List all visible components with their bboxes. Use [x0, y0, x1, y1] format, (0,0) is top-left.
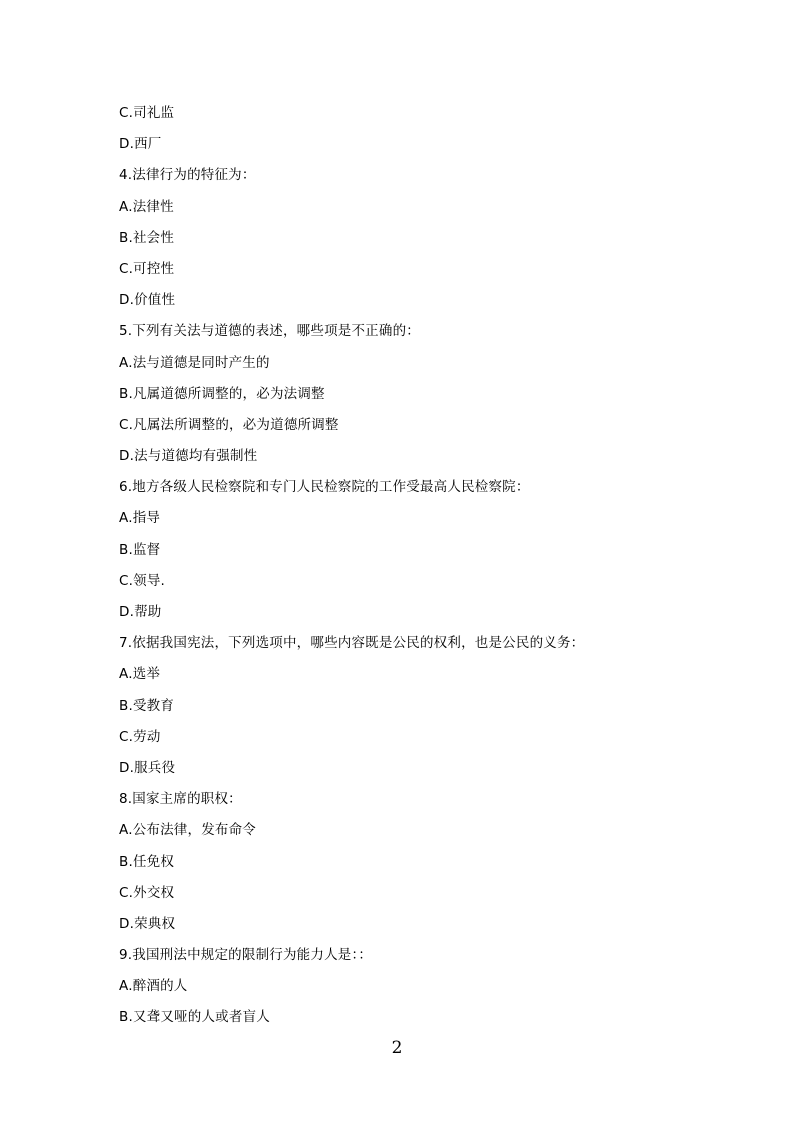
option-line: D.帮助 [119, 604, 162, 620]
option-line: C.可控性 [119, 260, 175, 277]
option-line: B.社会性 [119, 229, 175, 246]
question-line: 6.地方各级人民检察院和专门人民检察院的工作受最高人民检察院： [119, 479, 530, 496]
option-line: B.凡属道德所调整的，必为法调整 [119, 385, 325, 402]
question-line: 9.我国刑法中规定的限制行为能力人是：： [119, 947, 373, 964]
option-line: D.西厂 [119, 136, 162, 153]
option-line: B.又聋又哑的人或者盲人 [119, 1009, 270, 1026]
option-line: C.劳动 [119, 728, 161, 745]
option-line: A.醉酒的人 [119, 978, 188, 995]
option-line: D.荣典权 [119, 915, 176, 932]
page-number: 2 [391, 1038, 403, 1058]
option-line: A.法律性 [119, 198, 174, 215]
option-line: D.法与道德均有强制性 [119, 448, 258, 465]
option-line: A.指导 [119, 510, 161, 527]
question-line: 8.国家主席的职权： [119, 791, 242, 808]
option-line: A.法与道德是同时产生的 [119, 354, 270, 371]
option-line: C.凡属法所调整的，必为道德所调整 [119, 416, 339, 433]
question-line: 4.法律行为的特征为： [119, 167, 256, 184]
option-line: D.价值性 [119, 292, 176, 309]
option-line: A.公布法律，发布命令 [119, 822, 256, 839]
question-list [119, 101, 719, 1037]
option-line: D.服兵役 [119, 759, 176, 776]
question-line: 7.依据我国宪法，下列选项中，哪些内容既是公民的权利，也是公民的义务： [119, 635, 585, 652]
option-line: C.外交权 [119, 884, 175, 901]
option-line: C.司礼监 [119, 105, 175, 121]
option-line: B.任免权 [119, 853, 175, 870]
option-line: B.受教育 [119, 697, 175, 714]
option-line: C.领导. [119, 572, 166, 589]
question-line: 5.下列有关法与道德的表述，哪些项是不正确的： [119, 323, 420, 340]
option-line: A.选举 [119, 666, 161, 683]
option-line: B.监督 [119, 541, 161, 558]
